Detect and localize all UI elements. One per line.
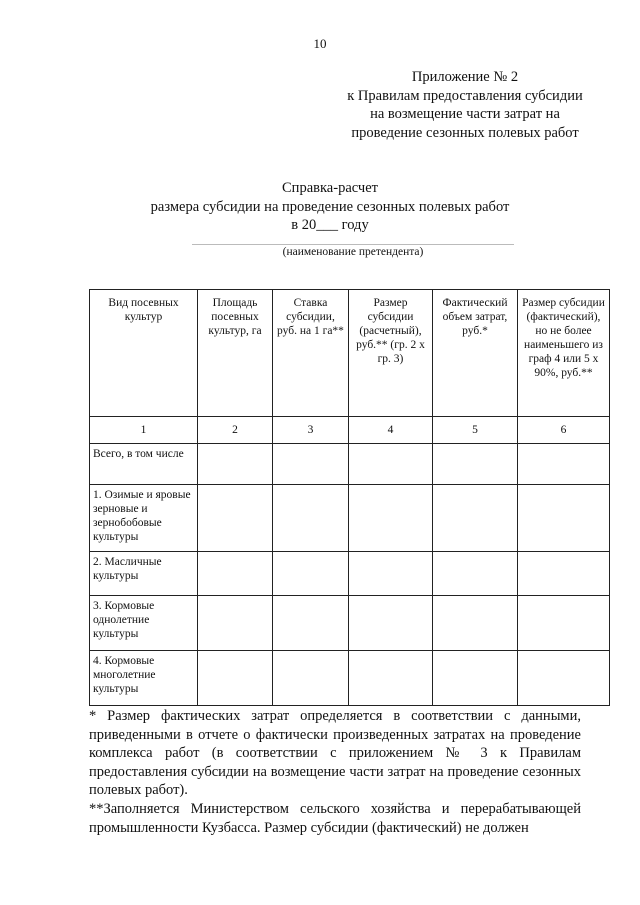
table-cell bbox=[198, 552, 273, 596]
column-number-row bbox=[90, 417, 610, 444]
table-row bbox=[90, 444, 610, 485]
table-cell bbox=[198, 444, 273, 485]
header-area: Площадь посевных культур, га bbox=[198, 290, 273, 417]
page-number: 10 bbox=[313, 36, 327, 51]
table-header-row bbox=[90, 290, 610, 417]
row-label: 3. Кормовые однолетние культуры bbox=[90, 596, 198, 651]
table-cell bbox=[518, 651, 610, 706]
appendix-line-1: Приложение № 2 bbox=[411, 69, 519, 85]
table-cell bbox=[349, 552, 433, 596]
header-rate: Ставка субсидии, руб. на 1 га** bbox=[273, 290, 349, 417]
column-number: 4 bbox=[349, 417, 433, 444]
column-number: 3 bbox=[273, 417, 349, 444]
table-cell bbox=[349, 444, 433, 485]
column-number: 6 bbox=[518, 417, 610, 444]
column-number: 1 bbox=[90, 417, 198, 444]
table-cell bbox=[273, 596, 349, 651]
header-actual-costs: Фактический объем затрат, руб.* bbox=[433, 290, 518, 417]
row-label: 4. Кормовые многолетние культуры bbox=[90, 651, 198, 706]
row-label: 1. Озимые и яровые зерновые и зернобобовые культуры bbox=[90, 485, 198, 552]
table-row bbox=[90, 552, 610, 596]
table-cell bbox=[433, 444, 518, 485]
column-number: 2 bbox=[198, 417, 273, 444]
claimant-name-line bbox=[192, 244, 514, 245]
table-cell bbox=[273, 444, 349, 485]
table-cell bbox=[518, 552, 610, 596]
table-cell bbox=[349, 651, 433, 706]
document-title bbox=[100, 179, 560, 235]
title-line-1: Справка-расчет bbox=[282, 180, 378, 196]
appendix-line-2: к Правилам предоставления субсидии bbox=[347, 87, 583, 104]
table-cell bbox=[433, 485, 518, 552]
header-crop-type: Вид посевных культур bbox=[90, 290, 198, 417]
footnotes bbox=[89, 707, 581, 837]
table-row bbox=[90, 651, 610, 706]
appendix-line-4: проведение сезонных полевых работ bbox=[351, 124, 579, 141]
footnote-actual-costs: * Размер фактических затрат определяется в соответствии с данными, приведенными в отчете о фактически произведенных затратах на проведение комплекса работ (в соответствии с приложением № 3 к Правилам предоставления субсидии на возмещение части затрат на проведение сезонных полевых работ). bbox=[89, 708, 581, 799]
table-row bbox=[90, 485, 610, 552]
header-estimated-subsidy: Размер субсидии (расчетный), руб.** (гр. 2 х гр. 3) bbox=[349, 290, 433, 417]
row-label: 2. Масличные культуры bbox=[90, 552, 198, 596]
row-label: Всего, в том числе bbox=[90, 444, 198, 485]
table-cell bbox=[433, 651, 518, 706]
appendix-header bbox=[330, 68, 600, 142]
table-cell bbox=[198, 651, 273, 706]
table-cell bbox=[349, 485, 433, 552]
table-cell bbox=[198, 596, 273, 651]
appendix-line-3: на возмещение части затрат на bbox=[370, 106, 560, 122]
table-cell bbox=[273, 651, 349, 706]
table-cell bbox=[518, 485, 610, 552]
title-line-3: в 20___ году bbox=[291, 217, 369, 233]
table-cell bbox=[273, 552, 349, 596]
table-cell bbox=[433, 552, 518, 596]
title-line-2: размера субсидии на проведение сезонных полевых работ bbox=[150, 198, 510, 215]
claimant-caption: (наименование претендента) bbox=[282, 246, 424, 258]
table-cell bbox=[349, 596, 433, 651]
column-number: 5 bbox=[433, 417, 518, 444]
table-cell bbox=[518, 444, 610, 485]
table-cell bbox=[273, 485, 349, 552]
table-cell bbox=[198, 485, 273, 552]
footnote-ministry: **Заполняется Министерством сельского хозяйства и перерабатывающей промышленности Кузбасса. Размер субсидии (фактический) не должен bbox=[89, 800, 581, 836]
subsidy-calculation-table bbox=[89, 289, 610, 706]
table-cell bbox=[518, 596, 610, 651]
header-actual-subsidy: Размер субсидии (фактический), но не более наименьшего из граф 4 или 5 х 90%, руб.** bbox=[518, 290, 610, 417]
table-cell bbox=[433, 596, 518, 651]
table-row bbox=[90, 596, 610, 651]
